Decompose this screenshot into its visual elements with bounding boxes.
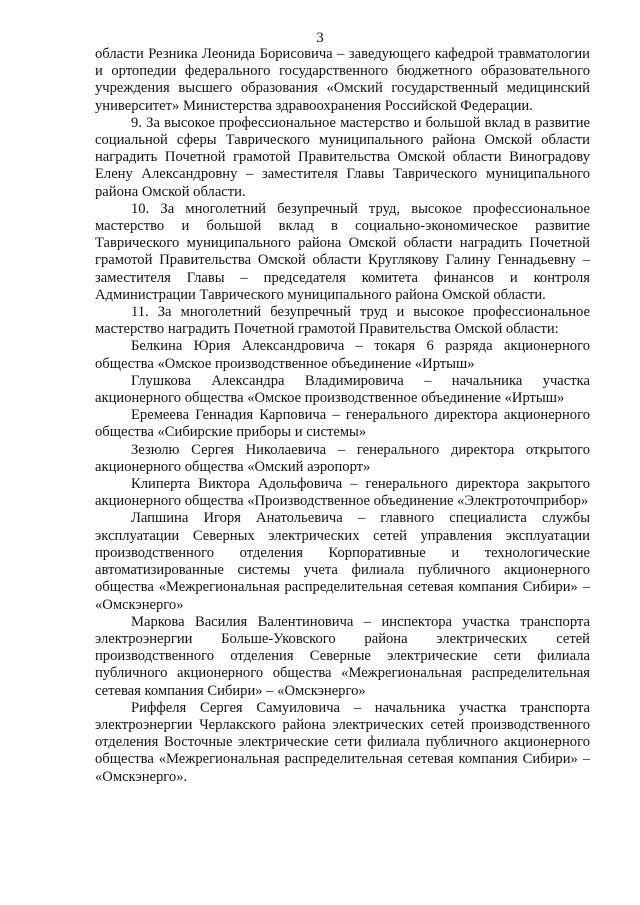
awardee-glushkov: Глушкова Александра Владимировича – начальника участка акционерного общества «Омское производственное объединение «Иртыш» bbox=[95, 372, 590, 407]
document-body bbox=[95, 46, 590, 786]
awardee-eremeev: Еремеева Геннадия Карповича – генерального директора акционерного общества «Сибирские приборы и системы» bbox=[95, 407, 590, 441]
awardee-riffel: Риффеля Сергея Самуиловича – начальника участка транспорта электроэнергии Черлакского района электрических сетей производственного отделения Восточные электрические сети филиала публичного акционерного общества «Межрегиональная распределительная сетевая компания Сибири» – «Омскэнерго». bbox=[95, 699, 590, 785]
paragraph-item-10: 10. За многолетний безупречный труд, высокое профессиональное мастерство и большой вклад в социально-экономическое развитие Таврического муниципального района Омской области наградить Почетной грамотой Правительства Омской области Круглякову Галину Геннадьевну – заместителя Главы – председателя комитета финансов и контроля Администрации Таврического муниципального района Омской области. bbox=[95, 200, 590, 303]
awardee-zezyulya: Зезюлю Сергея Николаевича – генерального директора открытого акционерного общества «Омский аэропорт» bbox=[95, 441, 590, 475]
awardee-belkin: Белкина Юрия Александровича – токаря 6 разряда акционерного общества «Омское производственное объединение «Иртыш» bbox=[95, 338, 590, 372]
paragraph-item-11: 11. За многолетний безупречный труд и высокое профессиональное мастерство наградить Почетной грамотой Правительства Омской области: bbox=[95, 304, 590, 338]
awardee-markov: Маркова Василия Валентиновича – инспектора участка транспорта электроэнергии Больше-Уковского района электрических сетей производственного отделения Северные электрические сети филиала публичного акционерного общества «Межрегиональная распределительная сетевая компания Сибири» – «Омскэнерго» bbox=[95, 613, 590, 699]
paragraph-continuation: области Резника Леонида Борисовича – заведующего кафедрой травматологии и ортопедии федерального государственного бюджетного образовательного учреждения высшего образования «Омский государственный медицинский университет» Министерства здравоохранения Российской Федерации. bbox=[95, 46, 590, 114]
awardee-klipert: Клиперта Виктора Адольфовича – генерального директора закрытого акционерного общества «Производственное объединение «Электроточприбор» bbox=[95, 476, 590, 510]
paragraph-item-9: 9. За высокое профессиональное мастерство и большой вклад в развитие социальной сферы Таврического муниципального района Омской области наградить Почетной грамотой Правительства Омской области Виноградову Елену Александровну – заместителя Главы Таврического муниципального района Омской области. bbox=[95, 114, 590, 200]
awardee-lapshin: Лапшина Игоря Анатольевича – главного специалиста службы эксплуатации Северных электрических сетей управления эксплуатации производственного отделения Корпоративные и технологические автоматизированные системы учета филиала публичного акционерного общества «Межрегиональная распределительная сетевая компания Сибири» – «Омскэнерго» bbox=[95, 510, 590, 613]
page-number: 3 bbox=[316, 30, 324, 46]
